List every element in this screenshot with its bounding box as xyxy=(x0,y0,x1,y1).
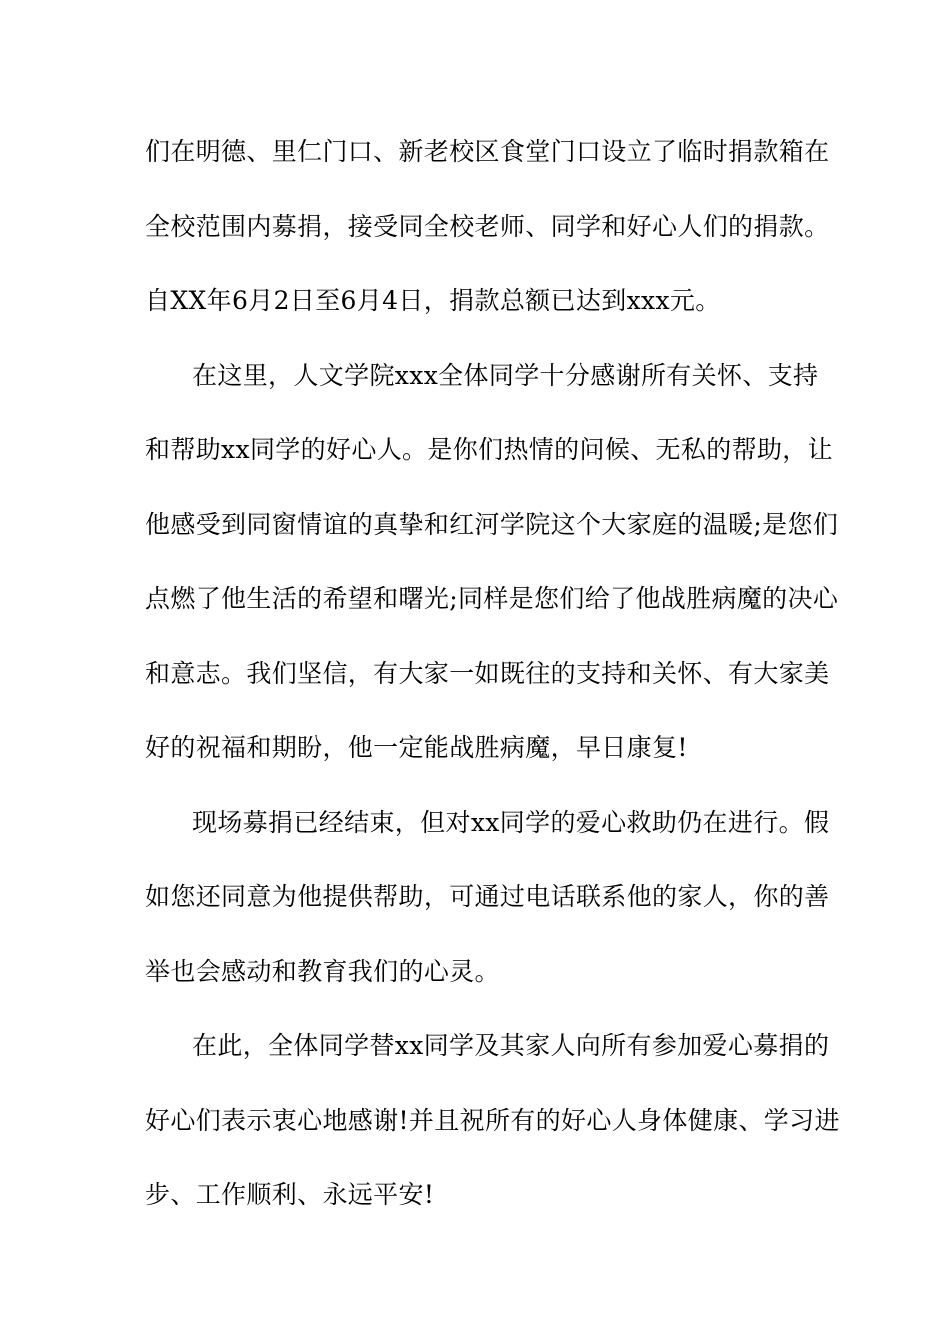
paragraph-line: 现场募捐已经结束，但对xx同学的爱心救助仍在进行。假 xyxy=(192,808,830,837)
paragraph-line: 全校范围内募捐，接受同全校老师、同学和好心人们的捐款。 xyxy=(145,212,830,241)
paragraph-line: 在这里，人文学院xxx全体同学十分感谢所有关怀、支持 xyxy=(192,361,819,390)
paragraph-line: 和帮助xx同学的好心人。是你们热情的问候、无私的帮助，让 xyxy=(145,435,834,464)
paragraph-line: 他感受到同窗情谊的真挚和红河学院这个大家庭的温暖;是您们 xyxy=(145,510,839,539)
paragraph-line: 在此，全体同学替xx同学及其家人向所有参加爱心募捐的 xyxy=(192,1031,830,1060)
paragraph-line: 好的祝福和期盼，他一定能战胜病魔，早日康复! xyxy=(145,733,688,762)
paragraph-line: 点燃了他生活的希望和曙光;同样是您们给了他战胜病魔的决心 xyxy=(145,584,839,613)
paragraph-line: 和意志。我们坚信，有大家一如既往的支持和关怀、有大家美 xyxy=(145,659,830,688)
paragraph-line: 好心们表示衷心地感谢!并且祝所有的好心人身体健康、学习进 xyxy=(145,1106,840,1135)
paragraph-line: 如您还同意为他提供帮助，可通过电话联系他的家人，你的善 xyxy=(145,882,830,911)
paragraph-line: 步、工作顺利、永远平安! xyxy=(145,1180,435,1209)
paragraph-line: 举也会感动和教育我们的心灵。 xyxy=(145,957,500,986)
paragraph-line: 们在明德、里仁门口、新老校区食堂门口设立了临时捐款箱在 xyxy=(145,137,830,166)
paragraph-line: 自XX年6月2日至6月4日，捐款总额已达到xxx元。 xyxy=(145,286,721,315)
